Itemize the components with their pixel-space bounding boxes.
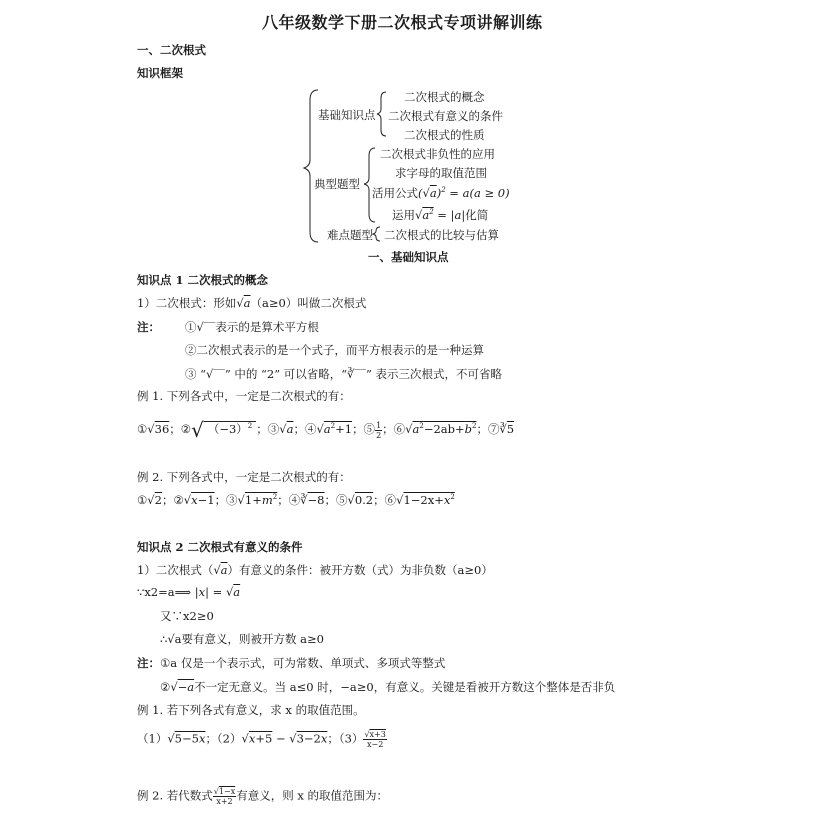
kp1-example-1: 例 1. 下列各式中，一定是二次根式的有：	[137, 389, 351, 403]
framework-basic-item: 二次根式有意义的条件	[388, 109, 503, 123]
kp1-note-label: 注：	[137, 320, 160, 334]
framework-basic-item: 二次根式的性质	[404, 128, 485, 142]
page-title: 八年级数学下册二次根式专项讲解训练	[262, 13, 543, 32]
kp2-derivation: ∵x2=a⟹ |x| = √a	[137, 585, 241, 599]
framework-difficult-item: 二次根式的比较与估算	[384, 228, 499, 242]
kp2-example-1: 例 1. 若下列各式有意义，求 x 的取值范围。	[137, 703, 365, 717]
framework-typical-label: 典型题型	[314, 177, 360, 191]
kp1-definition: 1）二次根式：形如√a（a≥0）叫做二次根式	[137, 296, 367, 310]
kp2-note-label: 注：	[137, 656, 160, 670]
kp2-derivation: 又∵x2≥0	[160, 609, 214, 623]
framework-typical-item: 运用$√a^2 = |a|$化简	[392, 208, 489, 222]
kp2-note: ①a 仅是一个表示式，可为常数、单项式、多项式等整式	[160, 656, 446, 670]
section-heading: 一、二次根式	[137, 43, 206, 57]
kp1-note: ②二次根式表示的是一个式子，而平方根表示的是一种运算	[185, 343, 484, 357]
kp1-heading: 知识点 1 二次根式的概念	[137, 273, 269, 287]
kp2-heading: 知识点 2 二次根式有意义的条件	[137, 540, 303, 554]
kp2-derivation: ∴√a要有意义，则被开方数 a≥0	[160, 632, 324, 646]
subsection-heading: 一、基础知识点	[368, 250, 449, 264]
framework-label: 知识框架	[137, 66, 183, 80]
framework-typical-item: 二次根式非负性的应用	[380, 147, 495, 161]
kp2-example-2: 例 2. 若代数式 $\frac{√1-x}{x+2}$ 有意义，则 x 的取值范围为：	[137, 787, 389, 806]
kp1-example-2-expressions: ①√2；②√x−1；$③√1+m^2$；④∛−8；⑤√0.2；$⑥√1-2x+x^2$	[137, 493, 455, 507]
kp1-example-2: 例 2. 下列各式中，一定是二次根式的有：	[137, 470, 351, 484]
framework-typical-item: 求字母的取值范围	[395, 166, 487, 180]
framework-typical-item: 活用公式$(√a)^2 = a(a \ge 0)$	[372, 186, 510, 200]
kp1-example-1-expressions: ①√36；②√ $(-3)^2$ ；③√a；$④√a^2+1$；⑤ $\frac{1}{2}$ ；$⑥√a^2-2ab+b^2$；⑦∛5	[137, 418, 515, 442]
framework-basic-item: 二次根式的概念	[404, 90, 485, 104]
kp2-condition: 1）二次根式（√a）有意义的条件：被开方数（式）为非负数（a≥0）	[137, 563, 493, 577]
kp2-note: ②√−a不一定无意义。当 a≤0 时，−a≥0，有意义。关键是看被开方数这个整体是否非负	[160, 680, 616, 694]
kp1-note: ①√‾‾表示的是算术平方根	[185, 320, 319, 334]
framework-basic-label: 基础知识点	[318, 108, 376, 122]
kp1-note: ③ “√‾‾” 中的 “2” 可以省略，“∛‾‾” 表示三次根式，不可省略	[185, 367, 503, 381]
kp2-example-1-expressions: （1）√5−5x；（2）√x+5 − √3−2x；（3） $\frac{√x+3}{x-2}$	[137, 730, 386, 749]
framework-difficult-label: 难点题型	[327, 228, 373, 242]
